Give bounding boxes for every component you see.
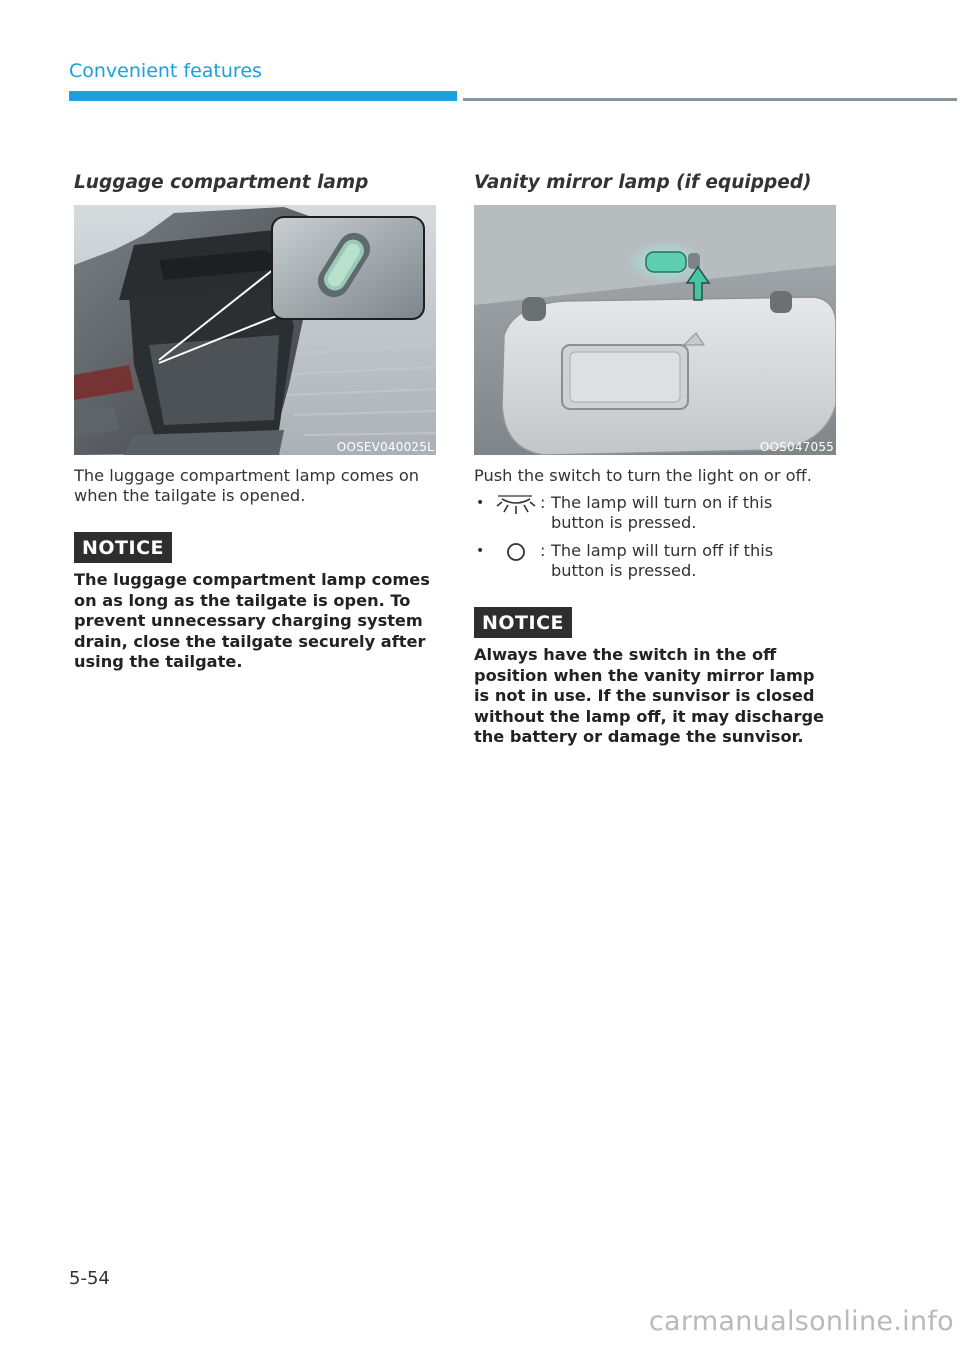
bullet-colon: : <box>540 493 546 512</box>
lamp-off-icon <box>494 541 538 565</box>
watermark: carmanualsonline.info <box>648 1306 954 1337</box>
luggage-compartment-illustration <box>74 205 436 455</box>
bullet-lamp-off <box>474 541 844 581</box>
bullet-lamp-on <box>474 493 844 533</box>
left-notice-badge: NOTICE <box>74 532 172 563</box>
right-notice-text: Always have the switch in the off position when the vanity mirror lamp is not in use. If the sunvisor is closed without the lamp off, it may discharge the battery or damage the sunvisor. <box>474 645 825 746</box>
section-title: Convenient features <box>69 60 262 82</box>
luggage-lamp-description: The luggage compartment lamp comes on when the tailgate is opened. <box>74 466 419 505</box>
bullet-colon: : <box>540 541 546 560</box>
luggage-lamp-figure <box>74 205 436 455</box>
luggage-figure-code: OOSEV040025L <box>336 440 434 454</box>
vanity-lamp-heading: Vanity mirror lamp (if equipped) <box>474 172 812 193</box>
bullet-lamp-off-text: The lamp will turn off if this button is pressed. <box>551 541 774 580</box>
lamp-on-icon <box>494 493 538 517</box>
right-notice-badge: NOTICE <box>474 607 572 638</box>
bullet-lamp-on-text: The lamp will turn on if this button is pressed. <box>551 493 773 532</box>
page-number: 5-54 <box>69 1268 110 1289</box>
left-notice-text: The luggage compartment lamp comes on as long as the tailgate is open. To prevent unnecessary charging system drain, close the tailgate securely after using the tailgate. <box>74 570 430 671</box>
bullet-marker: • <box>476 543 485 559</box>
header-accent-bar <box>69 91 457 101</box>
vanity-figure-code: OOS047055 <box>759 440 834 454</box>
vanity-lamp-figure <box>474 205 836 455</box>
vanity-lamp-description: Push the switch to turn the light on or off. <box>474 466 812 485</box>
luggage-lamp-heading: Luggage compartment lamp <box>74 172 369 193</box>
header-divider <box>463 98 957 101</box>
bullet-marker: • <box>476 495 485 511</box>
vanity-mirror-illustration <box>474 205 836 455</box>
